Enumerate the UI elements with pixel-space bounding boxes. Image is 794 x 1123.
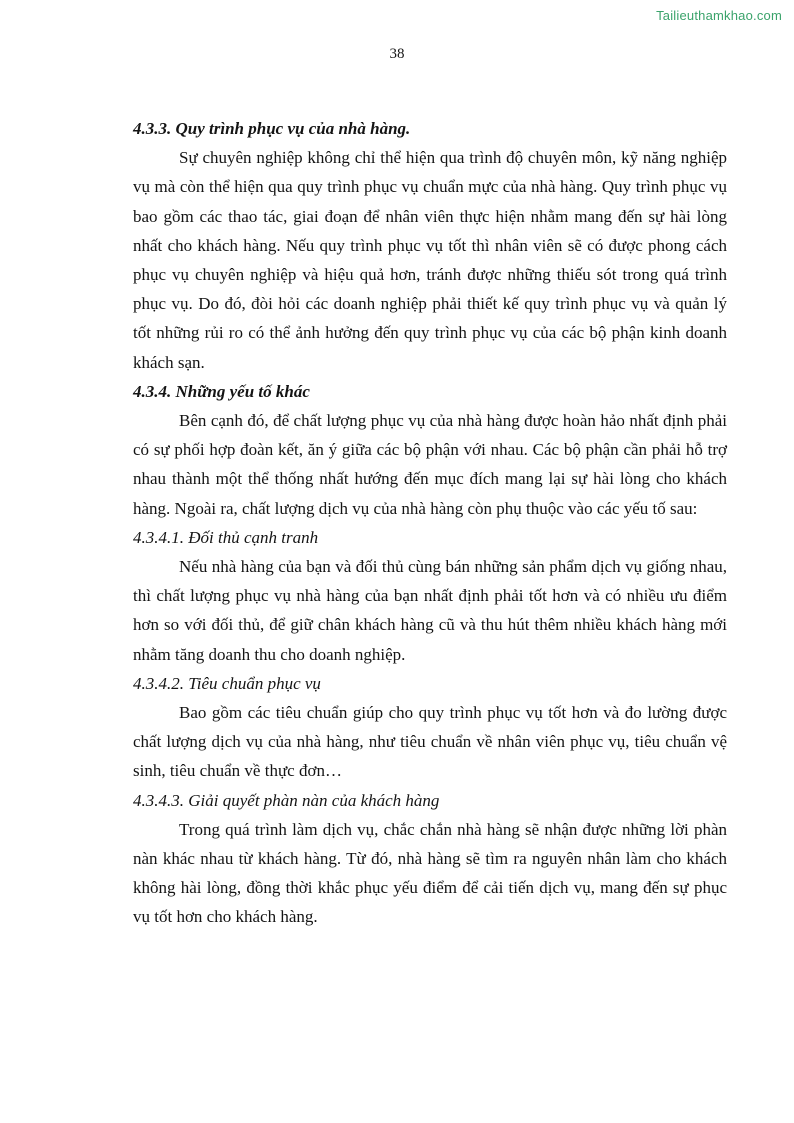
section-heading: 4.3.4. Những yếu tố khác [133, 381, 310, 401]
watermark-link[interactable]: Tailieuthamkhao.com [656, 8, 782, 23]
subsection-heading: 4.3.4.3. Giải quyết phàn nàn của khách hàng [133, 790, 440, 810]
page-number: 38 [389, 46, 405, 62]
paragraph: Nếu nhà hàng của bạn và đối thủ cùng bán những sản phẩm dịch vụ giống nhau, thì chất lượng phục vụ nhà hàng của bạn nhất định phải tốt hơn và có nhiều ưu điểm hơn so với đối thủ, để giữ chân khách hàng cũ và thu hút thêm nhiều khách hàng mới nhằm tăng doanh thu cho doanh nghiệp. [133, 557, 727, 664]
paragraph: Trong quá trình làm dịch vụ, chắc chắn nhà hàng sẽ nhận được những lời phàn nàn khác nhau từ khách hàng. Từ đó, nhà hàng sẽ tìm ra nguyên nhân làm cho khách không hài lòng, đồng thời khắc phục yếu điểm để cải tiến dịch vụ, mang đến sự phục vụ tốt hơn cho khách hàng. [133, 819, 727, 927]
subsection-heading: 4.3.4.1. Đối thủ cạnh tranh [133, 527, 319, 547]
document-content [133, 114, 727, 932]
section-heading: 4.3.3. Quy trình phục vụ của nhà hàng. [133, 119, 411, 138]
paragraph: Sự chuyên nghiệp không chỉ thể hiện qua trình độ chuyên môn, kỹ năng nghiệp vụ mà còn thể hiện qua quy trình phục vụ chuẩn mực của nhà hàng. Quy trình phục vụ bao gồm các thao tác, giai đoạn để nhân viên thực hiện nhằm mang đến sự hài lòng nhất cho khách hàng. Nếu quy trình phục vụ tốt thì nhân viên sẽ có được phong cách phục vụ chuyên nghiệp và hiệu quả hơn, tránh được những thiếu sót trong quá trình phục vụ. Do đó, đòi hỏi các doanh nghiệp phải thiết kế quy trình phục vụ và quản lý tốt những rủi ro có thể ảnh hưởng đến quy trình phục vụ của các bộ phận kinh doanh khách sạn. [133, 148, 727, 372]
paragraph: Bao gồm các tiêu chuẩn giúp cho quy trình phục vụ tốt hơn và đo lường được chất lượng dịch vụ của nhà hàng, như tiêu chuẩn về nhân viên phục vụ, tiêu chuẩn vệ sinh, tiêu chuẩn về thực đơn… [133, 703, 727, 781]
paragraph: Bên cạnh đó, để chất lượng phục vụ của nhà hàng được hoàn hảo nhất định phải có sự phối hợp đoàn kết, ăn ý giữa các bộ phận với nhau. Các bộ phận cần phải hỗ trợ nhau thành một thể thống nhất hướng đến mục đích mang lại sự hài lòng cho khách hàng. Ngoài ra, chất lượng dịch vụ của nhà hàng còn phụ thuộc vào các yếu tố sau: [133, 411, 727, 518]
subsection-heading: 4.3.4.2. Tiêu chuẩn phục vụ [133, 673, 321, 693]
